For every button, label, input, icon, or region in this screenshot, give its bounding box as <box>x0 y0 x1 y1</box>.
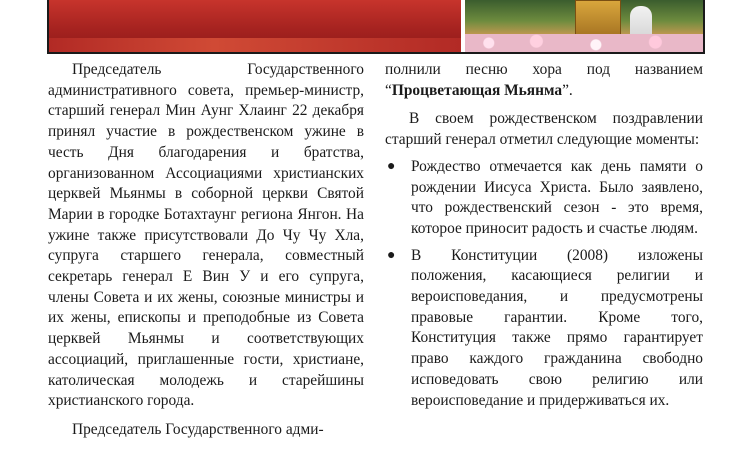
quote-open: “ <box>385 81 392 99</box>
red-carpet <box>49 38 461 52</box>
song-sentence-text: полнили песню хора под названием <box>385 61 703 78</box>
song-sentence <box>385 60 703 101</box>
left-text-column <box>48 60 364 441</box>
flower-decoration <box>465 34 703 52</box>
greeting-point <box>385 246 703 412</box>
greeting-points-list <box>385 157 703 411</box>
photo-church-altar <box>465 0 703 52</box>
article-paragraph-1: Председатель Государственного административного совета, премьер-министр, старший генерал Мин Аунг Хлаинг 22 декабря принял участие в рождественском ужине в честь Дня благодарения и братства, организованном Ассоциациями христианских церквей Мьянмы в соборной церкви Святой Марии в городке Ботахтаунг региона Янгон. На ужине также присутствовали До Чу Чу Хла, супруга старшего генерала, совместный секретарь генерал Е Вин У и его супруга, члены Совета и их жены, союзные министры и их жены, епископы и преподобные из Совета церквей Мьянмы и соответствующих ассоциаций, приглашенные гости, христиане, католическая молодежь и старейшины христианского города. <box>48 61 364 410</box>
greeting-point-text: В Конституции (2008) изложены положения, касающиеся религии и вероисповедания, и предусмотрены правовые гарантии. Кроме того, Конституция также прямо гарантирует право каждого гражданина свободно исповедовать свою религию или вероисповедание и придерживаться их. <box>411 246 703 409</box>
right-text-column <box>385 60 703 417</box>
greeting-intro: В своем рождественском поздравлении старший генерал отметил следующие моменты: <box>385 110 703 149</box>
article-paragraph-2-start: Председатель Государственного адми- <box>72 420 324 438</box>
quote-close: ”. <box>562 81 573 99</box>
event-photo-strip <box>47 0 705 54</box>
bullet-icon: ● <box>387 247 396 263</box>
photo-ceremony-hall <box>49 0 461 52</box>
greeting-point-text: Рождество отмечается как день памяти о рождении Иисуса Христа. Было заявлено, что рождественский сезон - это время, которое приносит радость и счастье людям. <box>411 157 703 237</box>
bullet-icon: ● <box>387 158 396 174</box>
song-title: Процветающая Мьянма <box>391 81 563 99</box>
greeting-point <box>385 157 703 240</box>
